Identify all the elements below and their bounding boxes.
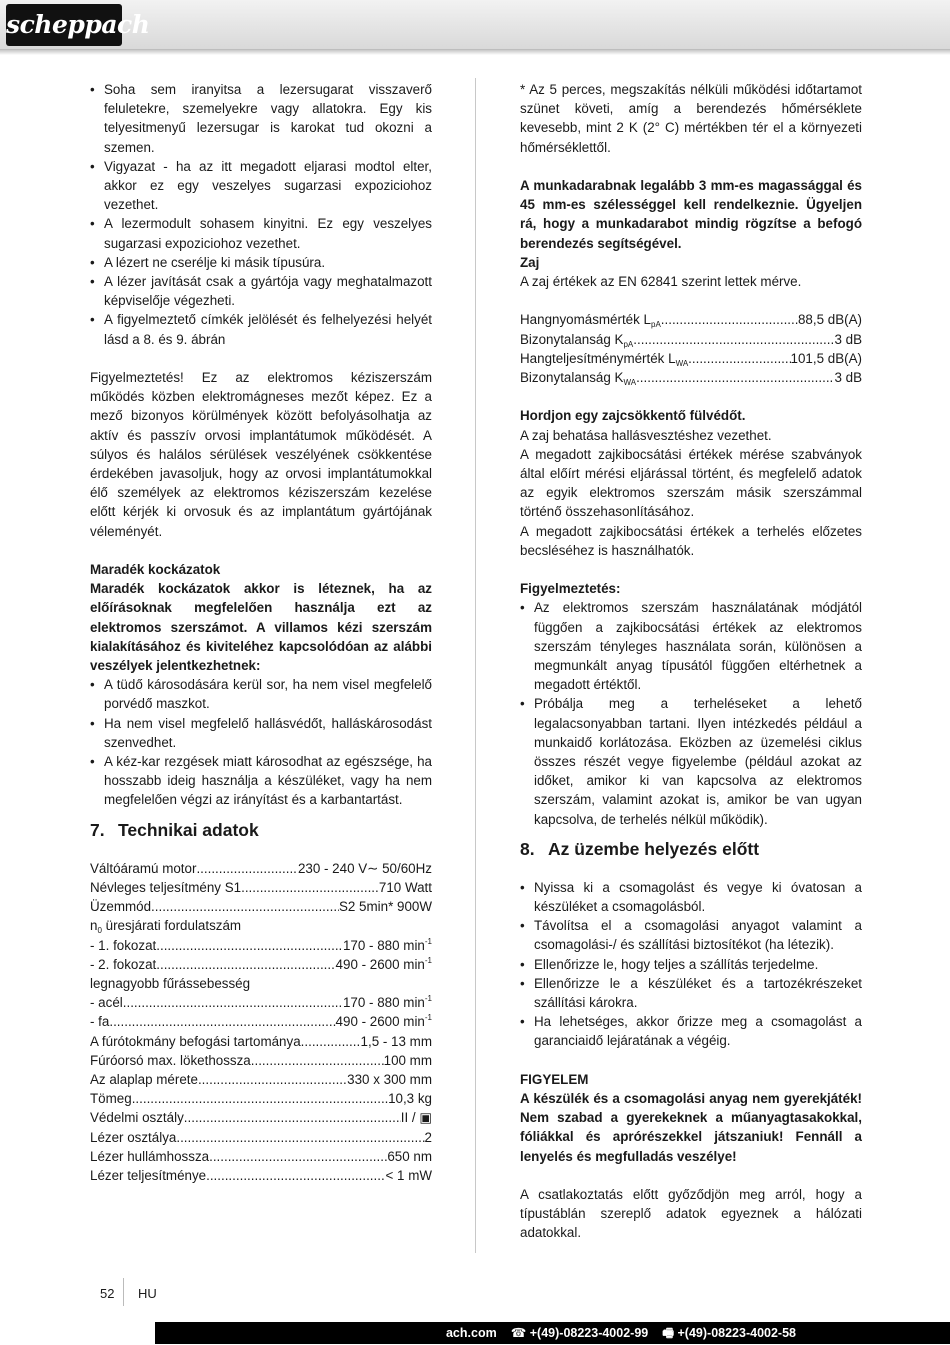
technical-specs-table <box>90 859 432 1185</box>
spec-value: 650 nm <box>387 1148 432 1164</box>
spec-value: 170 - 880 $\min^{-1}$ <box>342 936 432 953</box>
spec-value: S2 5min* 900W <box>338 899 432 915</box>
spec-label: Üzemmód <box>90 899 152 915</box>
residual-risks-list <box>90 675 432 809</box>
contact-bar <box>155 1322 950 1344</box>
warning-paragraph: Figyelmeztetés! Ez az elektromos kéziszerszám működés közben elektromágneses mezőt képez. Ez a mező bizonyos körülmények között befolyásolhatja az aktív és passzív orvosi implantátumok működését. A súlyos és halálos sérülések veszélyének csökkentése érdekében javasoljuk, hogy az orvosi implantátumokkal élő személyek az elektromos kéziszerszám kezelése előtt kérjék ki orvosuk és az implantátum gyártójának véleményét. <box>90 370 432 539</box>
spec-row <box>90 1032 432 1051</box>
spec-value: 710 Watt <box>378 879 432 895</box>
leader-dots <box>123 993 343 1012</box>
leader-dots <box>206 1166 385 1185</box>
fax-text: 🖷 +(49)-08223-4002-58 <box>662 1326 796 1340</box>
spec-label: Az alaplap mérete <box>90 1071 198 1087</box>
laser-safety-list <box>90 80 432 349</box>
connection-paragraph: A csatlakoztatás előtt győződjön meg arról, hogy a típustáblán szereplő adatok egyeznek a hálózati adatokkal. <box>520 1187 862 1241</box>
leader-dots <box>151 897 339 916</box>
leader-dots <box>176 1128 424 1147</box>
spec-label: - fa <box>90 1014 110 1030</box>
spec-label: - 2. fokozat <box>90 956 157 972</box>
spec-row <box>90 897 432 916</box>
list-item: • A lézer javítását csak a gyártója vagy meghatalmazott képviselője végezheti. <box>90 272 432 310</box>
spec-row <box>90 1108 432 1127</box>
leader-dots <box>196 859 298 878</box>
list-item: • A kéz-kar rezgések miatt károsodhat az egészsége, ha hosszabb ideig használja a készüléket, vagy ha nem megfelelően végzi az irányítást és a karbantartást. <box>90 752 432 810</box>
spec-value: 230 - 240 V∼ 50/60Hz <box>297 860 432 876</box>
noise-intro: A zaj értékek az EN 62841 szerint lettek mérve. <box>520 274 802 290</box>
list-item: • Ha nem visel megfelelő hallásvédőt, halláskárosodást szenvedhet. <box>90 714 432 752</box>
list-item: • Az elektromos szerszám használatának módjától függően a zajkibocsátási értékek az elektromos szerszám tényleges használata során, különösen a megmunkált anyag típusától függően eltérhetnek a megadott értéktől. <box>520 598 862 694</box>
ear-protection-title: Hordjon egy zajcsökkentő fülvédőt. <box>520 408 746 424</box>
list-item: • A figyelmeztető címkék jelölését és felhelyezési helyét lásd a 8. és 9. ábrán <box>90 310 432 348</box>
section-number: 7. <box>90 819 105 840</box>
spec-label: Lézer osztálya <box>90 1129 177 1145</box>
ear-protection-text: A zaj behatása hallásvesztéshez vezethet. <box>520 427 772 443</box>
section-heading: Az üzembe helyezés előtt <box>548 838 760 859</box>
spec-label: - 1. fokozat <box>90 937 157 953</box>
spec-row <box>90 1128 432 1147</box>
spec-row <box>520 349 862 368</box>
list-item: • A lezermodult sohasem kinyitni. Ez egy veszelyes sugarzasi expoziciohoz vezethet. <box>90 214 432 252</box>
spec-label: Hangteljesítménymérték $L_{WA}$ <box>520 350 689 368</box>
spec-value: 490 - 2600 $\min^{-1}$ <box>335 955 432 972</box>
operating-note: * Az 5 perces, megszakítás nélküli működési időtartamot szünet követi, amíg a berendezés hőmérséklete kevesebb, mint 2 K (2° C) mértékben tér el a környezeti hőmérséklettől. <box>520 82 862 155</box>
spec-label: Bizonytalanság $K_{pA}$ <box>520 331 634 349</box>
spec-row <box>520 310 862 329</box>
leader-dots <box>251 1051 384 1070</box>
leader-dots <box>661 310 798 329</box>
spec-value: 3 dB <box>834 370 862 386</box>
leader-dots <box>688 349 790 368</box>
left-column <box>90 80 432 1185</box>
spec-row <box>90 878 432 897</box>
spec-label: Lézer hullámhossza <box>90 1148 210 1164</box>
section-title-technical <box>90 819 432 841</box>
right-column <box>520 80 862 1243</box>
section-number: 8. <box>520 838 535 859</box>
footer-separator <box>123 1278 124 1306</box>
spec-row <box>520 330 862 349</box>
residual-risks-title: Maradék kockázatok <box>90 562 221 578</box>
list-item: • A tüdő károsodására kerül sor, ha nem visel megfelelő porvédő maszkot. <box>90 675 432 713</box>
noise-title: Zaj <box>520 254 540 270</box>
spec-value: 2 <box>424 1129 432 1145</box>
spec-value: 88,5 dB(A) <box>797 312 862 328</box>
spec-row <box>90 974 432 993</box>
website-text: ach.com <box>445 1326 497 1340</box>
spec-value: 101,5 dB(A) <box>790 350 862 366</box>
spec-label: A fúrótokmány befogási tartománya <box>90 1033 301 1049</box>
residual-risks-intro: Maradék kockázatok akkor is léteznek, ha az előírásoknak megfelelően használja ezt az elektromos szerszámot. A villamos kézi szerszám kialakításához és kiviteléhez kapcsolódóan az alábbi veszélyek jelentkezhetnek: <box>90 581 432 674</box>
spec-label: Tömeg <box>90 1091 132 1107</box>
section-heading: Technikai adatok <box>118 819 259 840</box>
spec-row <box>90 916 432 935</box>
list-item: • Ha lehetséges, akkor őrizze meg a csomagolást a garanciaidő lejáratának a végéig. <box>520 1012 862 1050</box>
spec-value: II / ▣ <box>400 1110 432 1126</box>
spec-label: Védelmi osztály <box>90 1110 184 1126</box>
spec-label: Váltóáramú motor <box>90 860 197 876</box>
spec-value: 330 x 300 mm <box>347 1071 432 1087</box>
spec-label: Hangnyomásmérték $L_{pA}$ <box>520 312 661 330</box>
spec-value: 10,3 kg <box>388 1091 432 1107</box>
setup-list <box>520 878 862 1051</box>
leader-dots <box>109 1012 335 1031</box>
spec-value: 1,5 - 13 mm <box>360 1033 432 1049</box>
emission-paragraph-2: A megadott zajkibocsátási értékek a terhelés előzetes becsléséhez is használhatók. <box>520 523 862 558</box>
emission-paragraph-1: A megadott zajkibocsátási értékek mérése szabványok által előírt mérési eljárással történt, és megfelelő adatok az egyik elektromos szerszám másik szerszámmal történő összehasonlításához. <box>520 446 862 520</box>
spec-row <box>90 993 432 1012</box>
spec-row <box>90 1089 432 1108</box>
noise-specs-table <box>520 310 862 387</box>
spec-row <box>90 1051 432 1070</box>
spec-label: Névleges teljesítmény S1 <box>90 879 242 895</box>
leader-dots <box>241 878 379 897</box>
spec-row <box>520 368 862 387</box>
spec-row <box>90 1070 432 1089</box>
workpiece-requirement: A munkadarabnak legalább 3 mm-es magassággal és 45 mm-es szélességgel kell rendelkeznie. Ügyeljen rá, hogy a munkadarabot mindig rögzítse a befogó berendezés segítségével. <box>520 178 862 251</box>
leader-dots <box>301 1032 361 1051</box>
spec-value: 170 - 880 $\min^{-1}$ <box>342 994 432 1011</box>
section-title-setup <box>520 838 862 860</box>
spec-row <box>90 1012 432 1031</box>
spec-label: - acél <box>90 995 123 1011</box>
leader-dots <box>156 955 335 974</box>
leader-dots <box>636 368 834 387</box>
warning-list <box>520 598 862 828</box>
leader-dots <box>209 1147 387 1166</box>
spec-label: $n_0$ üresjárati fordulatszám <box>90 918 242 936</box>
page-header <box>0 0 950 50</box>
spec-label: legnagyobb fűrássebesség <box>90 975 251 991</box>
list-item: • Ellenőrizze le a készüléket és a tartozékrészeket szállítási károkra. <box>520 974 862 1012</box>
leader-dots <box>132 1089 388 1108</box>
leader-dots <box>198 1070 347 1089</box>
spec-value: < 1 mW <box>385 1167 432 1183</box>
leader-dots <box>184 1108 401 1127</box>
spec-value: 100 mm <box>383 1052 432 1068</box>
spec-label: Bizonytalanság $K_{WA}$ <box>520 370 637 388</box>
warning-title: Figyelmeztetés: <box>520 581 621 597</box>
spec-row <box>90 1166 432 1185</box>
leader-dots <box>633 330 834 349</box>
brand-logo: scheppach <box>6 4 122 46</box>
language-code: HU <box>138 1286 157 1301</box>
spec-row <box>90 859 432 878</box>
header-shadow <box>0 50 950 55</box>
leader-dots <box>156 936 343 955</box>
list-item: • Ellenőrizze le, hogy teljes a szállítás terjedelme. <box>520 955 862 974</box>
list-item: • Próbálja meg a terheléseket a lehető legalacsonyabban tartani. Ilyen intézkedés például a munkaidő korlátozása. Eközben az üzemelési ciklus összes részét vegye figyelembe (például azokat az időket, amikor ki van kapcsolva az elektromos szerszám, valamint azokat is, amikor be van ugyan kapcsolva, de terhelés nélkül működik). <box>520 694 862 828</box>
spec-value: 490 - 2600 $\min^{-1}$ <box>335 1013 432 1030</box>
list-item: • A lézert ne cserélje ki másik típusúra. <box>90 253 432 272</box>
spec-row <box>90 1147 432 1166</box>
list-item: • Vigyazat - ha az itt megadott eljarasi modtol elter, akkor ez egy veszelyes sugarzasi expoziciohoz vezethet. <box>90 157 432 215</box>
spec-label: Lézer teljesítménye <box>90 1167 207 1183</box>
spec-value: 3 dB <box>834 331 862 347</box>
column-divider <box>475 78 476 1253</box>
list-item: • Távolítsa el a csomagolási anyagot valamint a csomagolási-/ és szállítási biztosítékot (ha létezik). <box>520 916 862 954</box>
attention-title: FIGYELEM <box>520 1071 589 1087</box>
spec-row <box>90 955 432 974</box>
list-item: • Soha sem iranyitsa a lezersugarat visszaverő feluletekre, szemelyekre vagy allatokra. Egy kis telyesitmenyű lezersugar is karokat tud okozni a szemen. <box>90 80 432 157</box>
page-number: 52 <box>100 1286 115 1301</box>
phone-text: ☎ +(49)-08223-4002-99 <box>510 1326 649 1340</box>
list-item: • Nyissa ki a csomagolást és vegye ki óvatosan a készüléket a csomagolásból. <box>520 878 862 916</box>
spec-row <box>90 936 432 955</box>
attention-text: A készülék és a csomagolási anyag nem gyerekjáték! Nem szabad a gyerekeknek a műanyagtasakokkal, fóliákkal és aprórészekkel játszaniuk! Fennáll a lenyelés és megfulladás veszélye! <box>520 1091 862 1164</box>
spec-label: Fúróorsó max. lökethossza <box>90 1052 251 1068</box>
